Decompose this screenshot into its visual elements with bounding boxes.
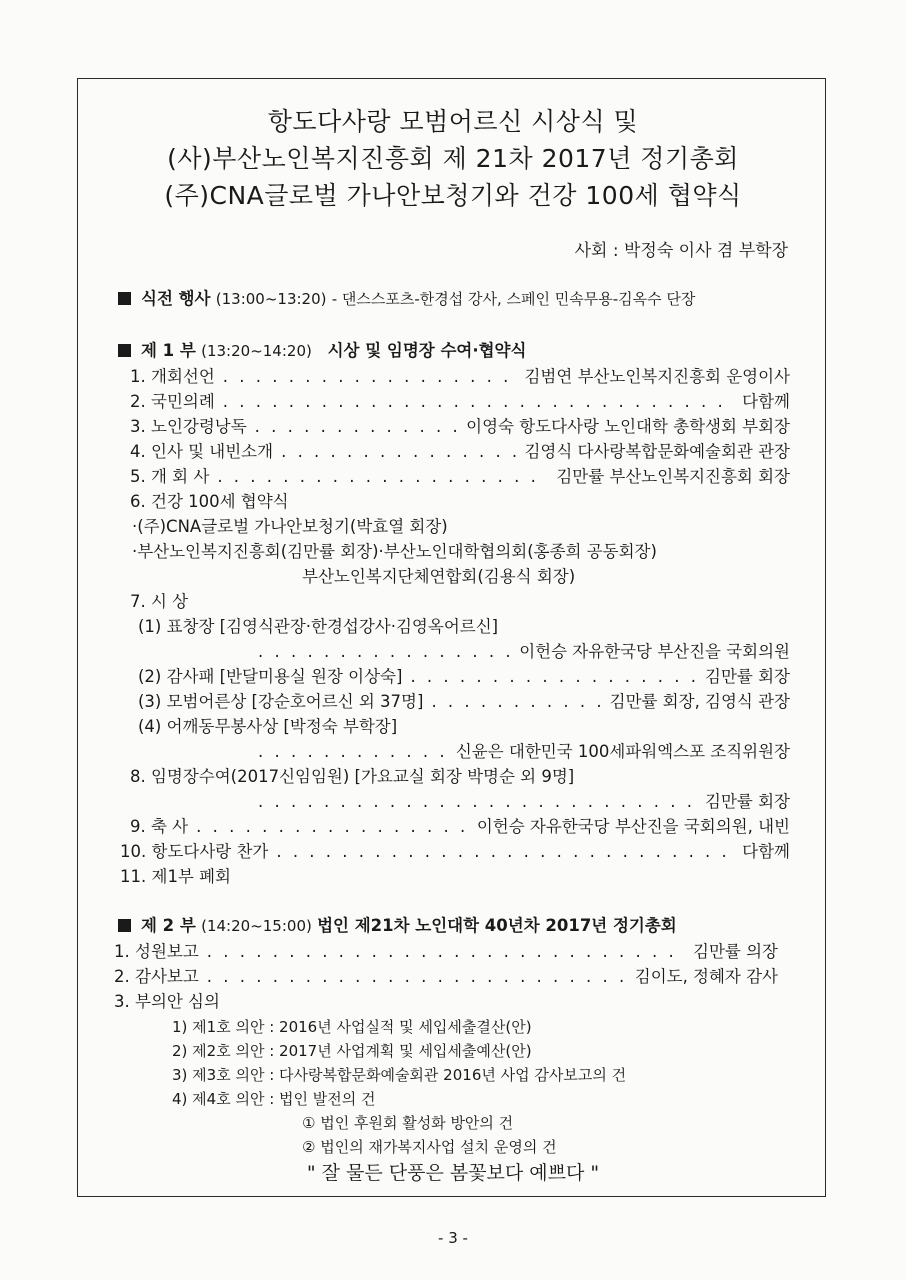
award-label: (4) 어깨동무봉사상 [박정숙 부학장]: [138, 717, 398, 736]
title-line-2: (사)부산노인복지진흥회 제 21차 2017년 정기총회: [167, 144, 739, 173]
item-number: 3.: [130, 417, 146, 436]
item-person: 김영식 다사랑복합문화예술회관 관장: [524, 442, 790, 461]
list-item: [114, 941, 778, 963]
dot-leader: [281, 441, 516, 463]
item-person: 신윤은 대한민국 100세파워엑스포 조직위원장: [455, 742, 790, 761]
list-item: [130, 366, 790, 388]
title-line-1: 항도다사랑 모범어르신 시상식 및: [267, 107, 639, 136]
item-person: 김만률 회장: [705, 792, 790, 811]
dot-leader: [196, 816, 469, 838]
square-bullet-icon: [118, 919, 131, 932]
item-name: 성원보고: [135, 942, 199, 961]
item-number: 4.: [130, 442, 146, 461]
dot-leader: [431, 691, 601, 713]
square-bullet-icon: [118, 292, 131, 305]
list-item: [138, 691, 790, 713]
award-label: (3) 모범어른상 [강순호어르신 외 37명]: [138, 692, 424, 711]
part2-time: (14:20~15:00): [201, 917, 312, 935]
item-name: 제1부 폐회: [151, 867, 231, 886]
part1-time: (13:20~14:20): [201, 342, 312, 360]
dot-leader: [410, 666, 697, 688]
item-name: 축 사: [151, 817, 189, 836]
list-item: [114, 991, 220, 1013]
list-item: [258, 641, 790, 663]
award-heading: 7. 시 상: [130, 592, 189, 611]
item-person: 김범연 부산노인복지진흥회 운영이사: [524, 367, 790, 386]
item-person: 김만률 회장, 김영식 관장: [609, 692, 790, 711]
slogan: " 잘 물든 단풍은 봄꽃보다 예쁘다 ": [306, 1162, 600, 1184]
agreement-party: ·(주)CNA글로벌 가나안보청기(박효열 회장): [132, 517, 448, 536]
dot-leader: [258, 791, 697, 813]
dot-leader: [223, 366, 517, 388]
award-label: (1) 표창장 [김영식관장·한경섭강사·김영옥어르신]: [138, 617, 499, 636]
item-number: 2.: [114, 967, 130, 986]
list-item: [258, 741, 790, 763]
item-name: 감사보고: [135, 967, 199, 986]
part2-label: 제 2 부: [141, 916, 196, 935]
pre-event-time: (13:00~13:20): [215, 290, 327, 308]
list-item: [120, 841, 790, 863]
item-number: 5.: [130, 467, 146, 486]
agenda-item: 3) 제3호 의안 : 다사랑복합문화예술회관 2016년 사업 감사보고의 건: [172, 1066, 627, 1084]
list-item: [130, 391, 790, 413]
item-person: 이헌승 자유한국당 부산진을 국회의원, 내빈: [476, 817, 790, 836]
item-name: 건강 100세 협약식: [151, 492, 289, 511]
item-person: 이헌승 자유한국당 부산진을 국회의원: [519, 642, 790, 661]
list-item: [130, 466, 790, 488]
appointment-label: 8. 임명장수여(2017신임임원) [가요교실 회장 박명순 외 9명]: [130, 767, 575, 786]
item-person: 다함께: [742, 392, 790, 411]
square-bullet-icon: [118, 344, 131, 357]
item-number: 11.: [120, 867, 147, 886]
item-number: 3.: [114, 992, 130, 1011]
list-item: [114, 966, 778, 988]
sub-agenda-item: ① 법인 후원회 활성화 방안의 건: [302, 1114, 514, 1132]
list-item: [138, 666, 790, 688]
item-number: 1.: [130, 367, 146, 386]
item-person: 김이도, 정혜자 감사: [634, 967, 778, 986]
item-person: 이영숙 항도다사랑 노인대학 총학생회 부회장: [466, 417, 790, 436]
sub-agenda-item: ② 법인의 재가복지사업 설치 운영의 건: [302, 1138, 557, 1156]
agenda-item: 1) 제1호 의안 : 2016년 사업실적 및 세입세출결산(안): [172, 1018, 532, 1036]
agenda-item: 2) 제2호 의안 : 2017년 사업계획 및 세입세출예산(안): [172, 1042, 532, 1060]
part1-theme: 시상 및 임명장 수여·협약식: [327, 341, 527, 360]
dot-leader: [207, 966, 627, 988]
item-person: 김만률 의장: [693, 942, 778, 961]
item-name: 노인강령낭독: [151, 417, 247, 436]
part1-header: [118, 340, 526, 362]
item-name: 부의안 심의: [135, 992, 220, 1011]
item-name: 개회선언: [151, 367, 215, 386]
item-person: 김만률 회장: [705, 667, 790, 686]
list-item: [130, 491, 289, 513]
list-item: [130, 441, 790, 463]
part1-label: 제 1 부: [141, 341, 196, 360]
dot-leader: [217, 466, 548, 488]
pre-event-label: 식전 행사: [141, 289, 211, 308]
item-person: 김만률 부산노인복지진흥회 회장: [556, 467, 790, 486]
item-number: 1.: [114, 942, 130, 961]
item-name: 항도다사랑 찬가: [151, 842, 269, 861]
title-line-3: (주)CNA글로벌 가나안보청기와 건강 100세 협약식: [164, 181, 742, 210]
dot-leader: [258, 741, 448, 763]
item-person: 다함께: [742, 842, 790, 861]
part2-theme: 법인 제21차 노인대학 40년차 2017년 정기총회: [317, 916, 677, 935]
item-number: 6.: [130, 492, 146, 511]
item-name: 개 회 사: [151, 467, 210, 486]
dot-leader: [258, 641, 511, 663]
part2-header: [118, 915, 677, 937]
item-name: 국민의례: [151, 392, 215, 411]
list-item: [130, 416, 790, 438]
agenda-item: 4) 제4호 의안 : 법인 발전의 건: [172, 1090, 376, 1108]
pre-event-line: [118, 288, 695, 310]
list-item: [120, 866, 231, 888]
agreement-party: 부산노인복지단체연합회(김용식 회장): [302, 567, 576, 586]
dot-leader: [276, 841, 734, 863]
dot-leader: [223, 391, 734, 413]
dot-leader: [207, 941, 685, 963]
item-number: 10.: [120, 842, 147, 861]
dot-leader: [255, 416, 459, 438]
pre-event-detail: - 댄스스포츠-한경섭 강사, 스페인 민속무용-김옥수 단장: [331, 290, 696, 308]
moderator: 사회 : 박정숙 이사 겸 부학장: [574, 241, 788, 261]
item-number: 2.: [130, 392, 146, 411]
item-name: 인사 및 내빈소개: [151, 442, 274, 461]
item-number: 9.: [130, 817, 146, 836]
list-item: [258, 791, 790, 813]
list-item: [130, 816, 790, 838]
agreement-party: ·부산노인복지진흥회(김만률 회장)·부산노인대학협의회(홍종희 공동회장): [132, 542, 657, 561]
page-number: - 3 -: [438, 1229, 468, 1247]
award-label: (2) 감사패 [반달미용실 원장 이상숙]: [138, 667, 403, 686]
